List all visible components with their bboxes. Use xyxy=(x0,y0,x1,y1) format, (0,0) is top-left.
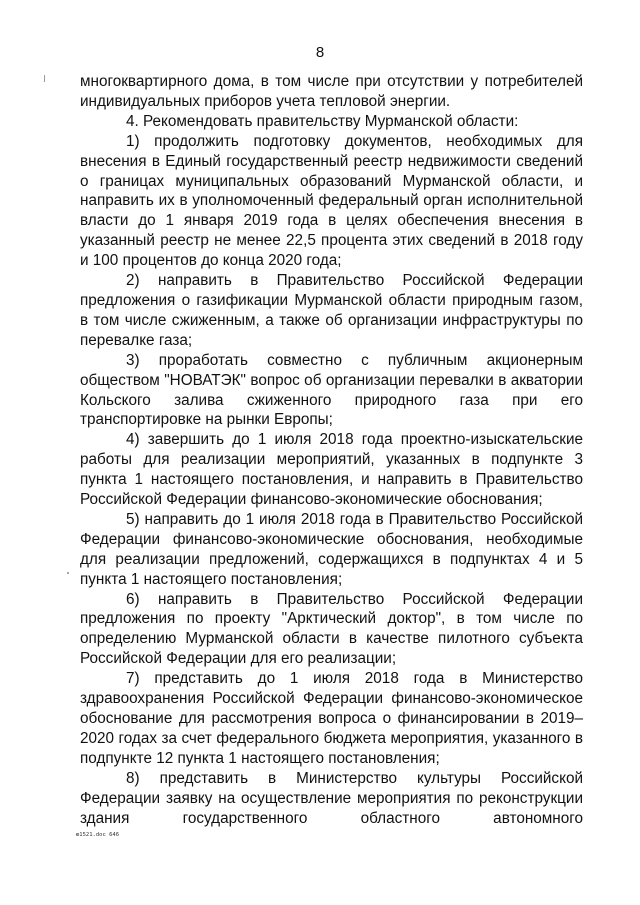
paragraph-subitem-3: 3) проработать совместно с публичным акционерным обществом "НОВАТЭК" вопрос об организации перевалки в акватории Кольского залива сжиженного природного газа при его транспортировке на рынки Европы; xyxy=(80,351,583,429)
paragraph-subitem-7: 7) представить до 1 июля 2018 года в Министерство здравоохранения Российской Федерации финансово-экономическое обоснование для рассмотрения вопроса о финансировании в 2019–2020 годах за счет федерального бюджета мероприятия, указанного в подпункте 12 пункта 1 настоящего постановления; xyxy=(80,670,583,767)
footer-file-reference: ю1521.doc 646 xyxy=(76,832,120,838)
paragraph-subitem-1: 1) продолжить подготовку документов, необходимых для внесения в Единый государственный реестр недвижимости сведений о границах муниципальных образований Мурманской области, и направить их в уполномоченный федеральный орган исполнительной власти до 1 января 2019 года в целях обеспечения внесения в указанный реестр не менее 22,5 процента этих сведений в 2018 году и 100 процентов до конца 2020 года; xyxy=(80,132,583,270)
paragraph-subitem-8: 8) представить в Министерство культуры Российской Федерации заявку на осуществление мероприятия по реконструкции здания государственного областного автономного xyxy=(80,769,583,827)
paragraph-subitem-5: 5) направить до 1 июля 2018 года в Правительство Российской Федерации финансово-экономические обоснования, необходимые для реализации предложений, содержащихся в подпунктах 4 и 5 пункта 1 настоящего постановления; xyxy=(80,510,583,588)
paragraph-continuation: многоквартирного дома, в том числе при отсутствии у потребителей индивидуальных приборов учета тепловой энергии. xyxy=(80,73,583,110)
scan-dot xyxy=(67,572,69,574)
paragraph-subitem-6: 6) направить в Правительство Российской Федерации предложения по проекту "Арктический доктор", в том числе по определению Мурманской области в качестве пилотного субъекта Российской Федерации для его реализации; xyxy=(80,590,583,668)
margin-mark xyxy=(44,75,45,82)
paragraph-subitem-4: 4) завершить до 1 июля 2018 года проектно-изыскательские работы для реализации мероприятий, указанных в подпункте 3 пункта 1 настоящего постановления, и направить в Правительство Российской Федерации финансово-экономические обоснования; xyxy=(80,431,583,509)
paragraph-item-4: 4. Рекомендовать правительству Мурманской области: xyxy=(126,112,519,130)
paragraph-subitem-2: 2) направить в Правительство Российской Федерации предложения о газификации Мурманской области природным газом, в том числе сжиженным, а также об организации инфраструктуры по перевалке газа; xyxy=(80,272,583,349)
document-body xyxy=(80,72,583,828)
page-number: 8 xyxy=(315,44,325,61)
